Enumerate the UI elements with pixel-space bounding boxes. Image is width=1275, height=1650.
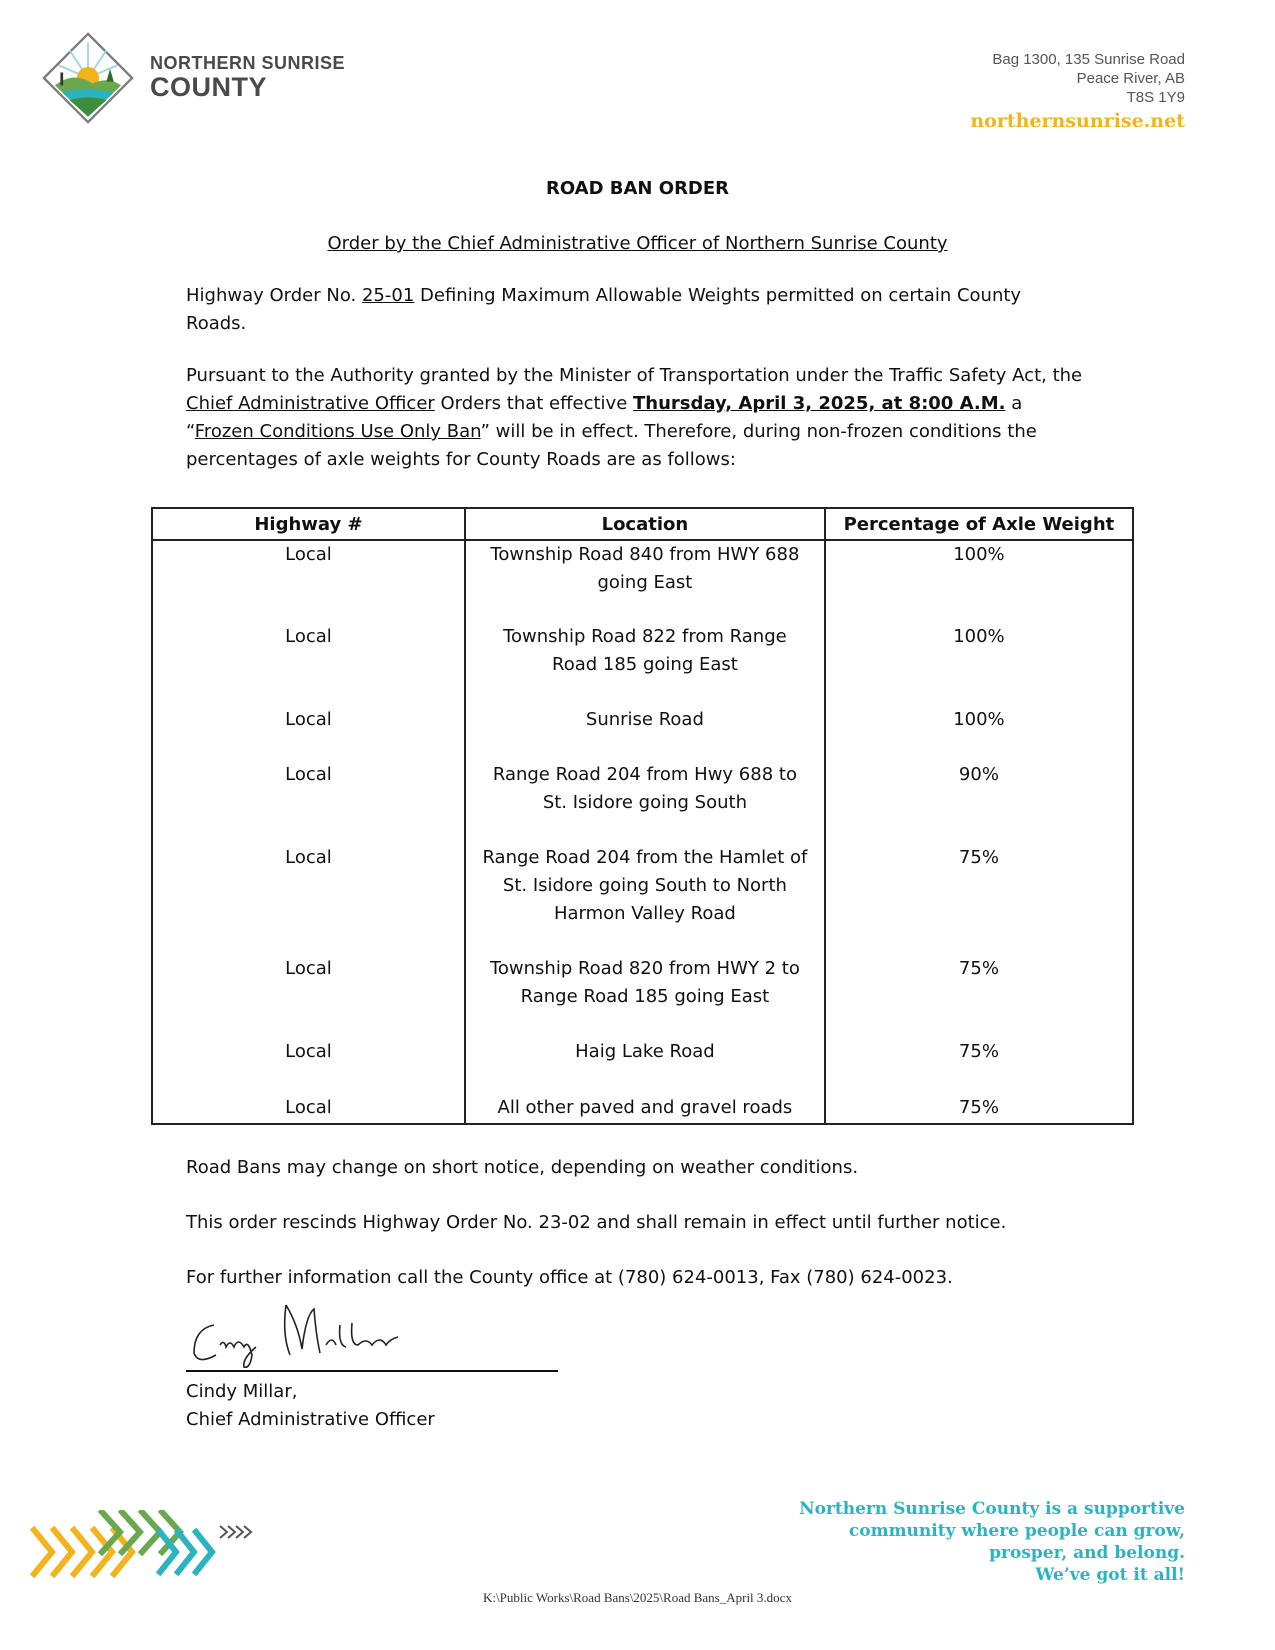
cell-highway: Local [152,955,465,1038]
order-intro-post: Defining Maximum Allowable Weights permitted on certain County Roads. [186,285,1022,334]
header-highway: Highway # [152,508,465,540]
cell-location [465,540,825,623]
header-percentage: Percentage of Axle Weight [825,508,1133,540]
logo-line1: NORTHERN SUNRISE [150,53,346,73]
cell-location [465,623,825,706]
website-link[interactable]: northernsunrise.net [970,110,1185,132]
table-row [152,761,1133,844]
slogan-line2: community where people can grow, [848,1521,1185,1541]
cell-percentage: 100% [825,540,1133,623]
slogan-line4: We’ve got it all! [1035,1565,1185,1585]
cell-percentage: 90% [825,761,1133,844]
cell-highway: Local [152,540,465,623]
table-row [152,1094,1133,1124]
table-row [152,540,1133,623]
cell-location [465,761,825,844]
county-address [992,50,1185,107]
slogan-line1: Northern Sunrise County is a supportive [799,1499,1185,1519]
notice-rescinds: This order rescinds Highway Order No. 23-02 and shall remain in effect until further notice. [186,1212,1007,1233]
cell-location-text: Township Road 822 from Range Road 185 going East [503,626,787,675]
order-intro-pre: Highway Order No. [186,285,362,306]
address-line3: T8S 1Y9 [1126,89,1185,106]
cell-location-text: Township Road 840 from HWY 688 going East [490,544,800,593]
cell-location [465,955,825,1038]
cell-percentage: 100% [825,706,1133,761]
cell-percentage: 75% [825,1038,1133,1094]
table-row [152,706,1133,761]
cell-highway: Local [152,1094,465,1124]
address-line2: Peace River, AB [1076,70,1185,87]
axle-weight-table [151,507,1134,1125]
cell-location [465,844,825,955]
logo-line2: COUNTY [150,72,267,102]
document-subtitle [0,233,1275,254]
cell-location-text: Haig Lake Road [575,1041,715,1062]
chevron-arrows-icon [30,1510,260,1585]
table-row [152,1038,1133,1094]
slogan-line3: prosper, and belong. [989,1543,1185,1563]
county-slogan [799,1498,1185,1586]
authority-part3: a “ [186,393,1023,442]
cell-highway: Local [152,623,465,706]
cell-location-text: Range Road 204 from Hwy 688 to St. Isidore going South [492,764,797,813]
cell-location [465,706,825,761]
signature-line [186,1370,558,1372]
county-logo [42,32,134,124]
cell-percentage: 100% [825,623,1133,706]
authority-part4: ” will be in effect. Therefore, during non-frozen conditions the percentages of axle weights for County Roads are as follows: [186,421,1037,470]
signer-block [186,1378,435,1434]
cell-location-text: Sunrise Road [585,709,704,730]
cell-percentage: 75% [825,844,1133,955]
cell-highway: Local [152,1038,465,1094]
authority-part1: Pursuant to the Authority granted by the Minister of Transportation under the Traffic Safety Act, the [186,365,1083,386]
document-title: ROAD BAN ORDER [545,178,730,199]
authority-officer: Chief Administrative Officer [186,393,435,414]
logo-wordmark [150,54,345,101]
order-intro-paragraph [186,282,1086,338]
table-header-row [152,508,1133,540]
cell-location [465,1038,825,1094]
address-line1: Bag 1300, 135 Sunrise Road [992,51,1185,68]
signer-title: Chief Administrative Officer [186,1409,435,1430]
signer-name: Cindy Millar, [186,1381,298,1402]
file-path: K:\Public Works\Road Bans\2025\Road Bans_April 3.docx [483,1590,792,1605]
header-location: Location [465,508,825,540]
ban-name: Frozen Conditions Use Only Ban [194,421,481,442]
cell-highway: Local [152,706,465,761]
cell-location-text: Range Road 204 from the Hamlet of St. Isidore going South to North Harmon Valley Road [482,847,808,924]
effective-date: Thursday, April 3, 2025, at 8:00 A.M. [633,393,1006,414]
table-row [152,844,1133,955]
subtitle-text: Order by the Chief Administrative Officer of Northern Sunrise County [327,233,948,254]
handwritten-signature [186,1295,406,1375]
table-row [152,623,1133,706]
cell-location-text: All other paved and gravel roads [497,1097,793,1118]
table-row [152,955,1133,1038]
authority-part2: Orders that effective [434,393,633,414]
notice-weather: Road Bans may change on short notice, depending on weather conditions. [186,1157,859,1178]
cell-highway: Local [152,844,465,955]
cell-percentage: 75% [825,955,1133,1038]
authority-paragraph [186,362,1086,474]
cell-highway: Local [152,761,465,844]
notice-contact: For further information call the County office at (780) 624-0013, Fax (780) 624-0023. [186,1267,953,1288]
cell-percentage: 75% [825,1094,1133,1124]
cell-location-text: Township Road 820 from HWY 2 to Range Road 185 going East [489,958,800,1007]
cell-location [465,1094,825,1124]
order-number: 25-01 [361,285,415,306]
